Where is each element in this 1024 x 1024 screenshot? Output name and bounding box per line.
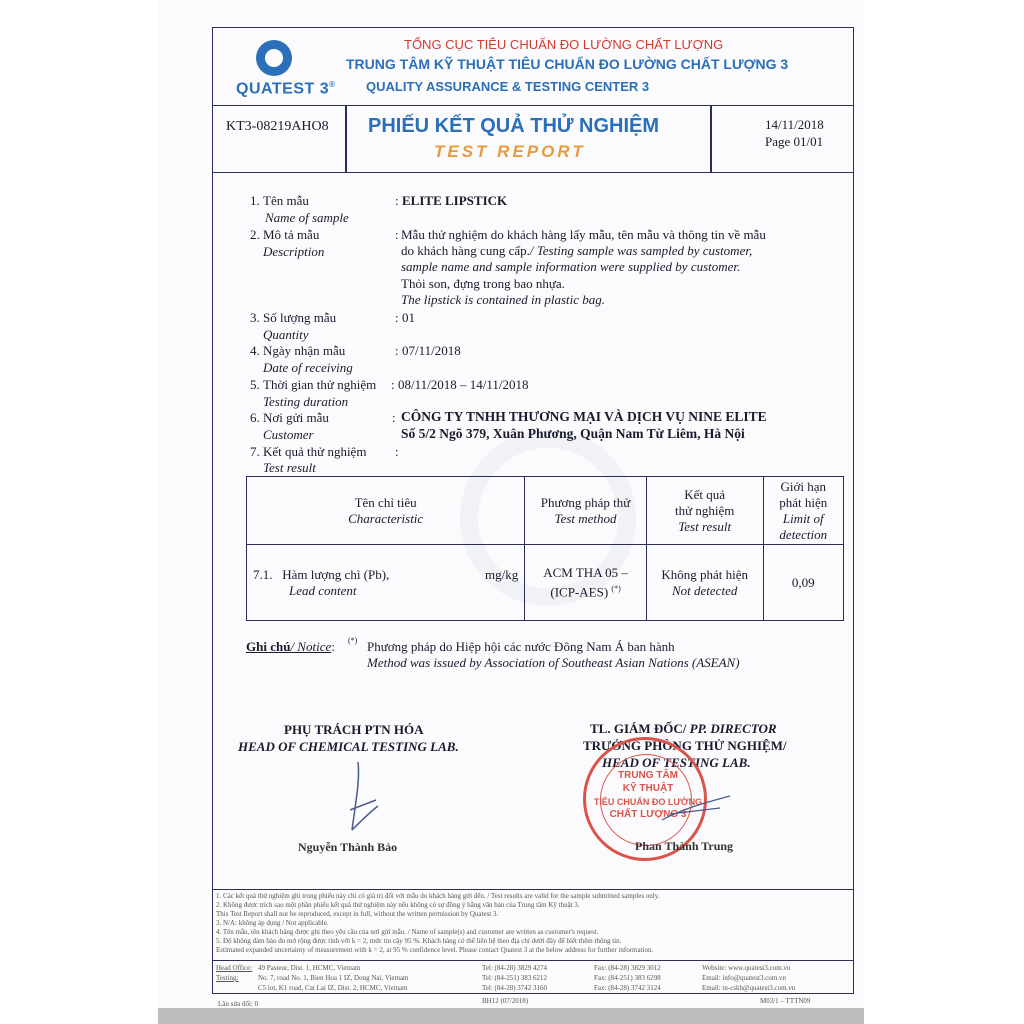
field-num: 4. bbox=[250, 343, 260, 358]
field-colon: : bbox=[395, 310, 399, 325]
left-signature-icon bbox=[330, 760, 390, 840]
header-text: Test result bbox=[678, 518, 732, 534]
field-colon: : bbox=[395, 444, 399, 459]
footer-note: 2. Không được trích sao một phần phiếu kết quả thử nghiệm này nếu không có sự đồng ý bằng văn bản của Trung tâm Kỹ thuật 3. bbox=[216, 901, 580, 909]
footer-note: This Test Report shall not be reproduced, except in full, without the written permission by Quatest 3. bbox=[216, 910, 499, 918]
field-label-vi: Mô tả mẫu bbox=[263, 227, 320, 242]
right-signer-title-2: TRƯỞNG PHÒNG THỬ NGHIỆM/ bbox=[583, 738, 787, 753]
footer-note: 1. Các kết quả thử nghiệm ghi trong phiếu này chỉ có giá trị đối với mẫu do khách hàng gửi đến. / Test results are valid for the sample submitted samples only. bbox=[216, 892, 660, 900]
sample-name-value: ELITE LIPSTICK bbox=[402, 193, 508, 208]
report-title-vi: PHIẾU KẾT QUẢ THỬ NGHIỆM bbox=[368, 115, 660, 137]
footer-note: Estimated expanded uncertainty of measurement with k = 2, at 95 % confidence level. Please contact Quatest 3 at the below address for further information. bbox=[216, 946, 654, 954]
field-num: 3. bbox=[250, 310, 260, 325]
left-signer-name: Nguyễn Thành Bảo bbox=[298, 840, 398, 854]
fax-number: Fax: (84-28) 3829 3012 bbox=[594, 964, 661, 972]
header-text: Test method bbox=[554, 510, 617, 526]
field-num: 7. bbox=[250, 444, 260, 459]
field-label-vi: Kết quả thử nghiệm bbox=[263, 444, 367, 459]
header-test-method bbox=[525, 477, 647, 545]
footer-divider bbox=[212, 960, 853, 961]
center-name-en: QUALITY ASSURANCE & TESTING CENTER 3 bbox=[366, 79, 650, 94]
header-text: Characteristic bbox=[348, 510, 424, 526]
field-label-en: Customer bbox=[263, 427, 314, 442]
header-text: phát hiện bbox=[779, 494, 828, 510]
description-line: Thỏi son, đựng trong bao nhựa. bbox=[401, 276, 565, 291]
seal-text: KỸ THUẬT bbox=[622, 783, 674, 794]
left-signer-title-vi: PHỤ TRÁCH PTN HÓA bbox=[284, 722, 424, 737]
footer-divider bbox=[212, 889, 853, 890]
header-text: detection bbox=[779, 526, 828, 542]
report-page: Page 01/01 bbox=[765, 134, 824, 149]
field-label-vi: Tên mẫu bbox=[263, 193, 309, 208]
report-title-en: TEST REPORT bbox=[434, 142, 586, 161]
quatest-logo-icon bbox=[256, 40, 292, 76]
email-link[interactable]: Email: info@quatest3.com.vn bbox=[702, 974, 787, 982]
footer-note: 5. Độ không đảm bảo đo mở rộng được tính với k = 2, mức tin cậy 95 %. Khách hàng có thể liên hệ theo địa chỉ dưới đây để biết thêm thông tin. bbox=[216, 937, 622, 945]
description-line: Mẫu thử nghiệm do khách hàng lấy mẫu, tên mẫu và thông tin về mẫu bbox=[401, 227, 766, 242]
header-text: Tên chỉ tiêu bbox=[354, 494, 417, 510]
fax-number: Fax: (84-28) 3742 3124 bbox=[594, 984, 661, 992]
right-signer-name: Phan Thành Trung bbox=[635, 839, 734, 853]
field-label-vi: Thời gian thử nghiệm bbox=[263, 377, 377, 392]
header-text: Phương pháp thử bbox=[540, 494, 631, 510]
row-number: 7.1. bbox=[253, 566, 273, 582]
cell-detection-limit: 0,09 bbox=[763, 545, 843, 621]
header-detection-limit bbox=[763, 477, 843, 545]
table-header-row bbox=[247, 477, 844, 545]
method-line: (ICP-AES) (*) bbox=[550, 583, 621, 600]
table-row bbox=[247, 545, 844, 621]
field-label-vi: Số lượng mẫu bbox=[263, 310, 337, 325]
document-code: M03/1 – TTTN09 bbox=[760, 997, 811, 1005]
field-colon: : bbox=[395, 227, 399, 242]
field-num: 6. bbox=[250, 410, 260, 425]
edition-number: Lần sửa đổi: 0 bbox=[218, 1000, 259, 1008]
email-link[interactable]: Email: tn-cskh@quatest3.com.vn bbox=[702, 984, 796, 992]
footer-note: 3. N/A: không áp dụng / Not applicable. bbox=[216, 919, 329, 927]
quantity-value: 01 bbox=[402, 310, 415, 325]
field-colon: : bbox=[391, 377, 395, 392]
notice-text-vi: Phương pháp do Hiệp hội các nước Đông Nam Á ban hành bbox=[367, 639, 675, 654]
tel-number: Tel: (84-28) 3742 3160 bbox=[482, 984, 548, 992]
header-characteristic bbox=[247, 477, 525, 545]
band-divider-left bbox=[345, 105, 347, 172]
customer-address-value: Số 5/2 Ngõ 379, Xuân Phương, Quận Nam Từ Liêm, Hà Nội bbox=[401, 426, 745, 441]
agency-name: TỔNG CỤC TIÊU CHUẨN ĐO LƯỜNG CHẤT LƯỢNG bbox=[404, 37, 724, 52]
result-vi: Không phát hiện bbox=[661, 566, 748, 582]
footer-note: 4. Tên mẫu, tên khách hàng được ghi theo yêu cầu của nơi gửi mẫu. / Name of sample(s) and customer are written as customer's request. bbox=[216, 928, 599, 936]
header-text: Limit of bbox=[782, 510, 824, 526]
field-label-en: Quantity bbox=[263, 327, 309, 342]
field-label-en: Name of sample bbox=[265, 210, 349, 225]
tel-number: Tel: (84-28) 3829 4274 bbox=[482, 964, 548, 972]
field-label-en: Description bbox=[263, 244, 325, 259]
description-line: do khách hàng cung cấp./ Testing sample was sampled by customer, bbox=[401, 243, 753, 258]
notice-label: Ghi chú/ Notice: bbox=[246, 639, 335, 654]
cell-test-result bbox=[646, 545, 763, 621]
testing-duration-value: 08/11/2018 – 14/11/2018 bbox=[398, 377, 529, 392]
report-date: 14/11/2018 bbox=[765, 117, 824, 132]
head-office-address: 49 Pasteur, Dist. 1, HCMC, Vietnam bbox=[258, 964, 361, 972]
field-label-vi: Nơi gửi mẫu bbox=[263, 410, 329, 425]
header-text: Kết quả bbox=[684, 486, 726, 502]
results-table bbox=[246, 476, 844, 621]
seal-text: TIÊU CHUẨN ĐO LƯỜNG bbox=[593, 797, 703, 807]
field-label-vi: Ngày nhận mẫu bbox=[263, 343, 346, 358]
receiving-date-value: 07/11/2018 bbox=[402, 343, 461, 358]
field-num: 2. bbox=[250, 227, 260, 242]
page-bottom-shadow bbox=[158, 1008, 864, 1024]
field-num: 1. bbox=[250, 193, 260, 208]
right-signer-title-3: HEAD OF TESTING LAB. bbox=[602, 755, 751, 770]
seal-text: TRUNG TÂM bbox=[618, 770, 678, 781]
method-line: ACM THA 05 – bbox=[543, 564, 628, 580]
fax-number: Fax: (84-251) 383 6298 bbox=[594, 974, 661, 982]
notice-text-en: Method was issued by Association of Southeast Asian Nations (ASEAN) bbox=[367, 655, 740, 670]
head-office-label: Head Office: bbox=[216, 964, 253, 972]
cell-test-method bbox=[525, 545, 647, 621]
row-name-line bbox=[249, 567, 522, 583]
field-label-en: Test result bbox=[263, 460, 316, 475]
cell-characteristic bbox=[247, 545, 525, 621]
tel-number: Tel: (84-251) 383 6212 bbox=[482, 974, 548, 982]
field-colon: : bbox=[392, 410, 396, 425]
report-code: KT3-08219AHO8 bbox=[226, 119, 329, 134]
center-name-vi: TRUNG TÂM KỸ THUẬT TIÊU CHUẨN ĐO LƯỜNG CHẤT LƯỢNG 3 bbox=[346, 56, 789, 72]
field-label-en: Date of receiving bbox=[263, 360, 353, 375]
header-test-result bbox=[646, 477, 763, 545]
header-text: thử nghiệm bbox=[674, 502, 735, 518]
description-line: sample name and sample information were supplied by customer. bbox=[401, 259, 741, 274]
row-name-en: Lead content bbox=[289, 582, 357, 598]
field-num: 5. bbox=[250, 377, 260, 392]
website-link[interactable]: Website: www.quatest3.com.vn bbox=[702, 964, 791, 972]
logo-text: QUATEST 3® bbox=[236, 80, 336, 98]
field-colon: : bbox=[395, 343, 399, 358]
field-colon: : bbox=[395, 193, 399, 208]
header-text: Giới hạn bbox=[780, 478, 827, 494]
right-signature-icon bbox=[660, 790, 740, 830]
seal-text: CHẤT LƯỢNG 3 bbox=[609, 809, 687, 820]
testing-address: No. 7, road No. 1, Bien Hoa 1 IZ, Dong Nai, Vietnam bbox=[258, 974, 409, 982]
left-signer-title-en: HEAD OF CHEMICAL TESTING LAB. bbox=[238, 739, 459, 754]
testing-label: Testing: bbox=[216, 974, 239, 982]
description-line: The lipstick is contained in plastic bag. bbox=[401, 292, 606, 307]
field-label-en: Testing duration bbox=[263, 394, 349, 409]
result-en: Not detected bbox=[672, 582, 738, 598]
form-code: BH12 (07/2018) bbox=[482, 997, 529, 1005]
row-name-vi: Hàm lượng chì (Pb), bbox=[282, 566, 390, 582]
band-divider-right bbox=[710, 105, 712, 172]
notice-mark: (*) bbox=[348, 636, 358, 645]
row-unit: mg/kg bbox=[485, 566, 519, 582]
customer-name-value: CÔNG TY TNHH THƯƠNG MẠI VÀ DỊCH VỤ NINE ELITE bbox=[401, 409, 767, 424]
testing-address: C5 lot, K1 road, Cat Lai IZ, Dist. 2, HCMC, Vietnam bbox=[258, 984, 408, 992]
right-signer-title-1: TL. GIÁM ĐỐC/ PP. DIRECTOR bbox=[590, 721, 777, 736]
